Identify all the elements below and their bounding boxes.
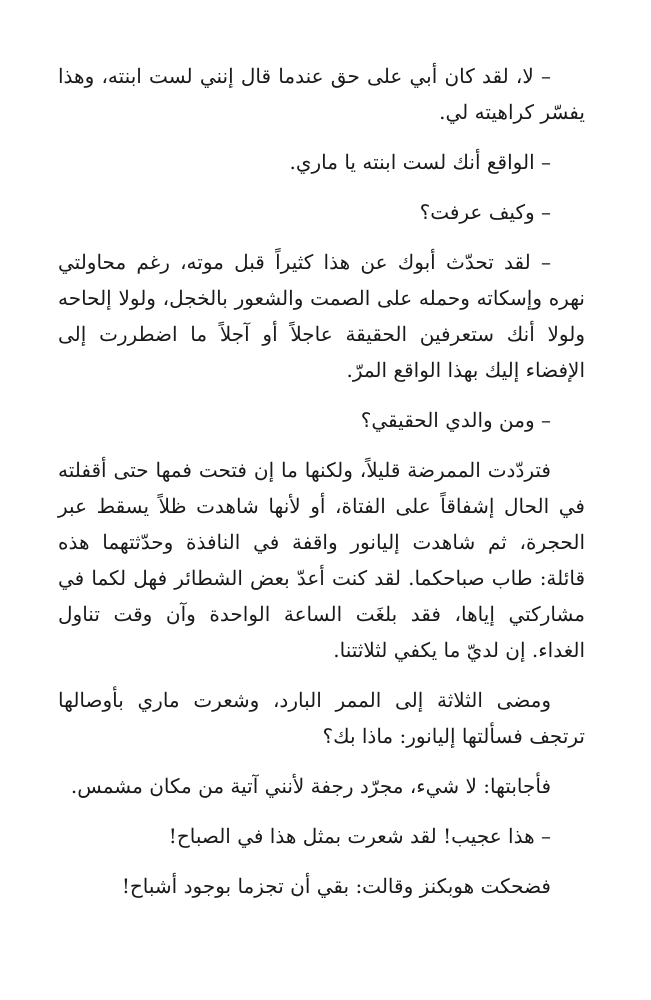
paragraph-4: – لقد تحدّث أبوك عن هذا كثيراً قبل موته، رغم محاولتي نهره وإسكاته وحمله على الصمت والشعور بالخجل، ولولا إلحاحه ولولا أنك ستعرفين الحقيقة عاجلاً أو آجلاً ما اضطررت إلى الإفضاء إليك بهذا الواقع المرّ. bbox=[58, 250, 585, 382]
paragraph-3: – وكيف عرفت؟ bbox=[419, 200, 551, 224]
paragraph-5: – ومن والدي الحقيقي؟ bbox=[360, 408, 551, 432]
paragraph-8: فأجابتها: لا شيء، مجرّد رجفة لأنني آتية من مكان مشمس. bbox=[70, 774, 551, 798]
paragraph-9: – هذا عجيب! لقد شعرت بمثل هذا في الصباح! bbox=[168, 824, 551, 848]
paragraph-2: – الواقع أنك لست ابنته يا ماري. bbox=[289, 150, 551, 174]
paragraph-7: ومضى الثلاثة إلى الممر البارد، وشعرت ماري بأوصالها ترتجف فسألتها إليانور: ماذا بك؟ bbox=[58, 688, 585, 748]
paragraph-1: – لا، لقد كان أبي على حق عندما قال إنني لست ابنته، وهذا يفسّر كراهيته لي. bbox=[58, 64, 585, 124]
paragraph-6: فتردّدت الممرضة قليلاً، ولكنها ما إن فتحت فمها حتى أقفلته في الحال إشفاقاً على الفتاة، أو لأنها شاهدت ظلاً يسقط عبر الحجرة، ثم شاهدت إليانور واقفة في النافذة وحدّثتهما هذه قائلة: طاب صباحكما. لقد كنت أعدّ بعض الشطائر فهل لكما في مشاركتي إياها، فقد بلغَت الساعة الواحدة وآن وقت تناول الغداء. إن لديّ ما يكفي لثلاثتنا. bbox=[58, 458, 585, 662]
paragraph-10: فضحكت هوبكنز وقالت: بقي أن تجزما بوجود أشباح! bbox=[121, 874, 551, 898]
